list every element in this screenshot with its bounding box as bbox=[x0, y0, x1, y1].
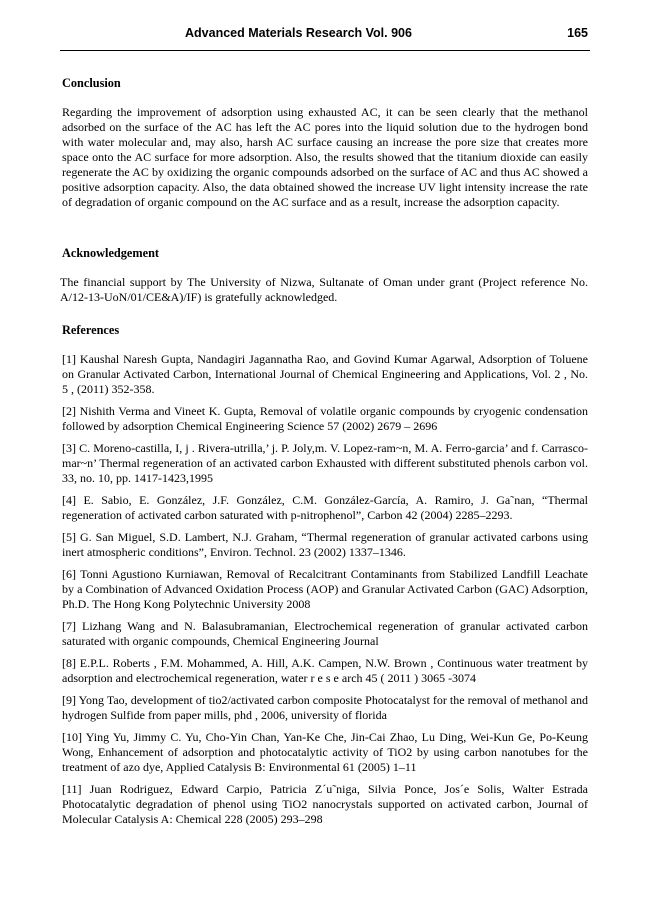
reference-item: [10] Ying Yu, Jimmy C. Yu, Cho-Yin Chan, Yan-Ke Che, Jin-Cai Zhao, Lu Ding, Wei-Kun Ge, Po-Keung Wong, Enhancement of adsorption and photocatalytic activity of TiO2 by using carbon nanotubes for the treatment of azo dye, Applied Catalysis B: Environmental 61 (2005) 1–11 bbox=[62, 730, 588, 774]
running-header bbox=[60, 24, 590, 46]
references-section bbox=[62, 323, 588, 827]
reference-item: [9] Yong Tao, development of tio2/activated carbon composite Photocatalyst for the removal of methanol and hydrogen Sulfide from paper mills, phd , 2006, university of florida bbox=[62, 693, 588, 722]
reference-item: [8] E.P.L. Roberts , F.M. Mohammed, A. Hill, A.K. Campen, N.W. Brown , Continuous water treatment by adsorption and electrochemical regeneration, water r e s e arch 45 ( 2011 ) 3065 -3074 bbox=[62, 656, 588, 685]
references-list bbox=[62, 352, 588, 827]
acknowledgement-heading: Acknowledgement bbox=[62, 246, 160, 260]
reference-item: [1] Kaushal Naresh Gupta, Nandagiri Jagannatha Rao, and Govind Kumar Agarwal, Adsorption of Toluene on Granular Activated Carbon, International Journal of Chemical Engineering and Applications, Vol. 2 , No. 5 , (2011) 352-358. bbox=[62, 352, 588, 396]
reference-item: [4] E. Sabio, E. González, J.F. González, C.M. González-García, A. Ramiro, J. Ga˜nan, “Thermal regeneration of activated carbon saturated with p-nitrophenol”, Carbon 42 (2004) 2285–2293. bbox=[62, 493, 588, 522]
body-content bbox=[62, 76, 588, 827]
conclusion-section bbox=[62, 76, 588, 210]
acknowledgement-text: The financial support by The University of Nizwa, Sultanate of Oman under grant (Project reference No. A/12-13-UoN/01/CE&A)/IF) is gratefully acknowledged. bbox=[60, 275, 588, 304]
reference-item: [11] Juan Rodriguez, Edward Carpio, Patricia Z´u˜niga, Silvia Ponce, Jos´e Solis, Walter Estrada Photocatalytic degradation of phenol using TiO2 nanocrystals supported on activated carbon, Journal of Molecular Catalysis A: Chemical 228 (2005) 293–298 bbox=[62, 782, 588, 826]
acknowledgement-section bbox=[62, 246, 588, 305]
conclusion-text: Regarding the improvement of adsorption using exhausted AC, it can be seen clearly that the methanol adsorbed on the surface of the AC has left the AC pores into the liquid solution due to the hydrogen bond with water molecular and, may also, harsh AC surface causing an increase the pore size that creates more space onto the AC surface for more adsorption. Also, the results showed that the titanium dioxide can easily regenerate the AC by oxidizing the organic compounds adsorbed on the surface of AC and thus AC showed a positive adsorption capacity. Also, the data obtained showed the increase UV light intensity increase the rate of degradation of organic compound on the AC surface and as a result, increase the adsorption capacity. bbox=[62, 105, 588, 209]
references-heading: References bbox=[62, 323, 120, 337]
conclusion-heading: Conclusion bbox=[62, 76, 121, 90]
reference-item: [5] G. San Miguel, S.D. Lambert, N.J. Graham, “Thermal regeneration of granular activated carbons using inert atmospheric conditions”, Environ. Technol. 23 (2002) 1337–1346. bbox=[62, 530, 588, 559]
reference-item: [3] C. Moreno-castilla, I, j . Rivera-utrilla,’ j. P. Joly,m. V. Lopez-ram~n, M. A. Ferro-garcia’ and f. Carrasco-mar~n’ Thermal regeneration of an activated carbon Exhausted with different substituted phenols carbon vol. 33, no. 10, pp. 1417-1423,1995 bbox=[62, 441, 588, 485]
reference-item: [6] Tonni Agustiono Kurniawan, Removal of Recalcitrant Contaminants from Stabilized Landfill Leachate by a Combination of Advanced Oxidation Process (AOP) and Granular Activated Carbon (GAC) Adsorption, Ph.D. The Hong Kong Polytechnic University 2008 bbox=[62, 567, 588, 611]
page-number: 165 bbox=[567, 26, 588, 40]
reference-item: [2] Nishith Verma and Vineet K. Gupta, Removal of volatile organic compounds by cryogenic condensation followed by adsorption Chemical Engineering Science 57 (2002) 2679 – 2696 bbox=[62, 404, 588, 433]
header-rule bbox=[60, 50, 590, 51]
reference-item: [7] Lizhang Wang and N. Balasubramanian, Electrochemical regeneration of granular activated carbon saturated with organic compounds, Chemical Engineering Journal bbox=[62, 619, 588, 648]
journal-title: Advanced Materials Research Vol. 906 bbox=[185, 26, 412, 40]
